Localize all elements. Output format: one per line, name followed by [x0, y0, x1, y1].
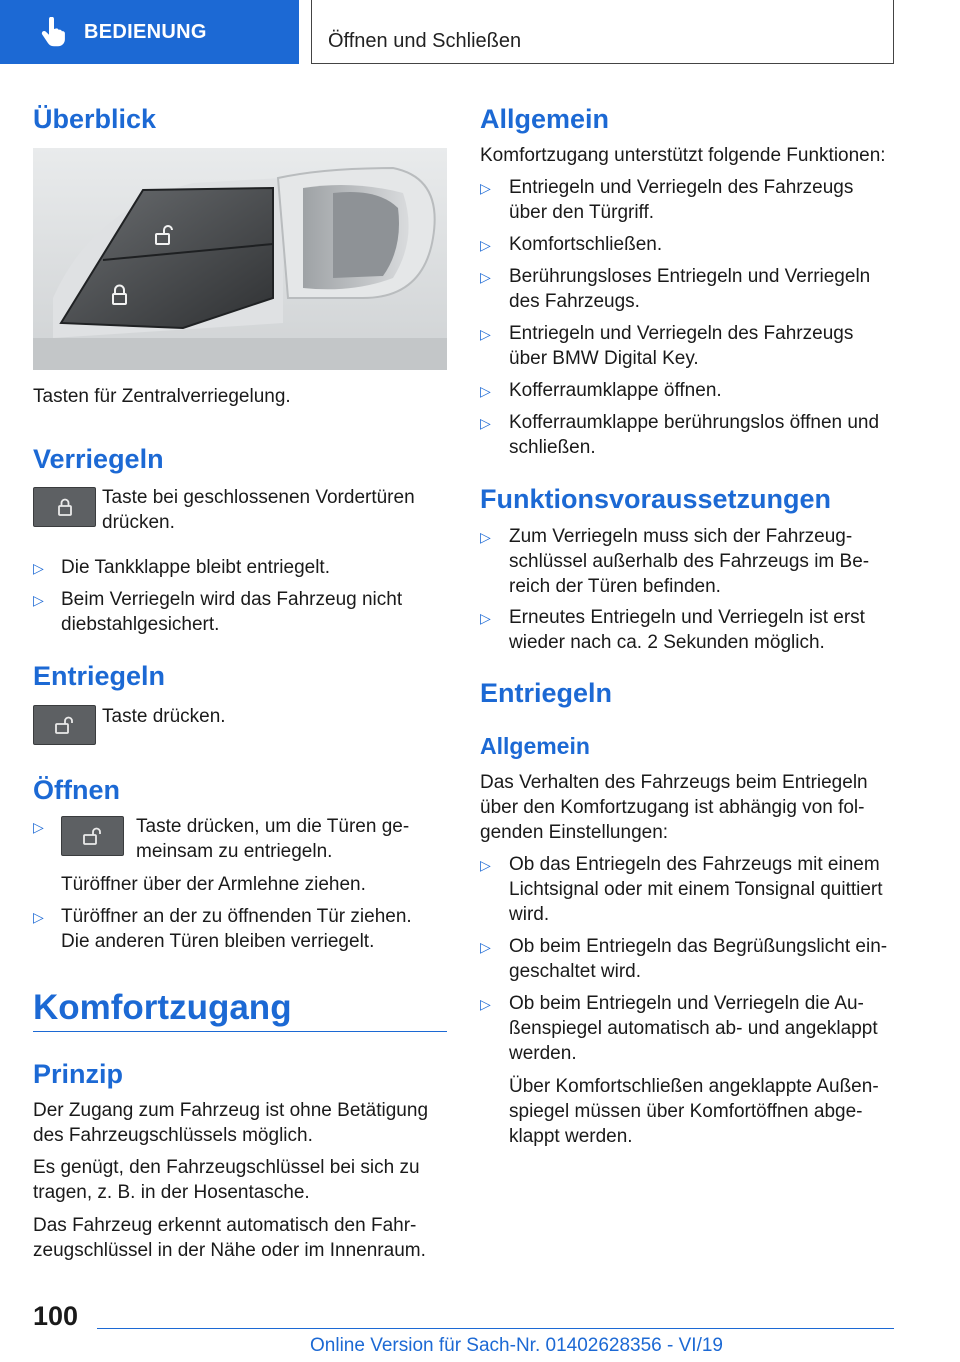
note-line: spiegel müssen über Komfortöffnen abge- — [509, 1101, 863, 1122]
page-number: 100 — [33, 1301, 79, 1331]
bullet-icon: ▷ — [33, 560, 44, 576]
principle-heading: Prinzip — [33, 1059, 124, 1089]
list-item: Zum Verriegeln muss sich der Fahrzeug- — [509, 526, 853, 547]
door-handle-photo — [33, 148, 447, 370]
list-item: geschaltet wird. — [509, 961, 642, 982]
unlock-button-image — [33, 705, 96, 745]
unlock-text: Taste drücken. — [102, 706, 226, 727]
list-item: Entriegeln und Verriegeln des Fahrzeugs — [509, 323, 854, 344]
bullet-icon: ▷ — [480, 939, 491, 955]
paragraph-line: Das Fahrzeug erkennt automatisch den Fahr- — [33, 1215, 417, 1236]
note-line: Über Komfortschließen angeklappte Außen- — [509, 1076, 879, 1097]
list-item: Entriegeln und Verriegeln des Fahrzeugs — [509, 177, 854, 198]
paragraph-line: Es genügt, den Fahrzeugschlüssel bei sich zu — [33, 1157, 420, 1178]
bullet-icon: ▷ — [480, 996, 491, 1012]
list-item: Ob das Entriegeln des Fahrzeugs mit einem — [509, 854, 880, 875]
list-item: Die anderen Türen bleiben verriegelt. — [61, 931, 375, 952]
unlock-icon — [54, 715, 76, 735]
list-item: Kofferraumklappe öffnen. — [509, 380, 722, 401]
list-item: Ob beim Entriegeln und Verriegeln die Au- — [509, 993, 864, 1014]
bullet-icon: ▷ — [33, 819, 44, 835]
unlock-heading: Entriegeln — [33, 661, 166, 691]
general-heading: Allgemein — [480, 104, 610, 134]
bullet-icon: ▷ — [480, 610, 491, 626]
lock-icon — [55, 497, 75, 517]
bullet-icon: ▷ — [480, 857, 491, 873]
unlock-heading: Entriegeln — [480, 678, 613, 708]
bullet-icon: ▷ — [33, 909, 44, 925]
paragraph-line: Das Verhalten des Fahrzeugs beim Entriegeln — [480, 772, 868, 793]
bullet-icon: ▷ — [480, 237, 491, 253]
bullet-icon: ▷ — [480, 415, 491, 431]
bullet-icon: ▷ — [480, 326, 491, 342]
bullet-icon: ▷ — [33, 592, 44, 608]
lock-heading: Verriegeln — [33, 444, 164, 474]
list-item: Erneutes Entriegeln und Verriegeln ist erst — [509, 607, 865, 628]
lock-text-line2: drücken. — [102, 512, 175, 533]
list-item: über BMW Digital Key. — [509, 348, 699, 369]
list-item: meinsam zu entriegeln. — [136, 841, 333, 862]
paragraph-line: genden Einstellungen: — [480, 822, 669, 843]
list-item: Türöffner über der Armlehne ziehen. — [61, 874, 366, 895]
list-item: Die Tankklappe bleibt entriegelt. — [61, 557, 330, 578]
list-item: Komfortschließen. — [509, 234, 663, 255]
hand-pointer-icon — [40, 17, 66, 47]
note-line: klappt werden. — [509, 1126, 633, 1147]
section-tab[interactable] — [0, 0, 299, 64]
requirements-heading: Funktionsvoraussetzungen — [480, 484, 832, 514]
list-item: über den Türgriff. — [509, 202, 655, 223]
list-item: reich der Türen befinden. — [509, 576, 721, 597]
list-item: des Fahrzeugs. — [509, 291, 640, 312]
paragraph-line: tragen, z. B. in der Hosentasche. — [33, 1182, 310, 1203]
online-version-text: Online Version für Sach-Nr. 01402628356 - VI/19 — [310, 1335, 723, 1356]
lock-text-line1: Taste bei geschlossenen Vordertüren — [102, 487, 415, 508]
list-item: ßenspiegel automatisch ab- und angeklappt — [509, 1018, 878, 1039]
list-item: schlüssel außerhalb des Fahrzeugs im Be- — [509, 551, 870, 572]
list-item: Berührungsloses Entriegeln und Verriegeln — [509, 266, 871, 287]
footer-rule — [97, 1328, 894, 1329]
chapter-title: Öffnen und Schließen — [328, 30, 522, 52]
unlock-subheading: Allgemein — [480, 733, 590, 759]
bullet-icon: ▷ — [480, 383, 491, 399]
list-item: Ob beim Entriegeln das Begrüßungslicht ein- — [509, 936, 888, 957]
open-heading: Öffnen — [33, 775, 120, 805]
list-item: diebstahlgesichert. — [61, 614, 220, 635]
paragraph-line: des Fahrzeugschlüssels möglich. — [33, 1125, 313, 1146]
paragraph-line: Der Zugang zum Fahrzeug ist ohne Betätigung — [33, 1100, 429, 1121]
list-item: wird. — [509, 904, 550, 925]
list-item: Beim Verriegeln wird das Fahrzeug nicht — [61, 589, 403, 610]
paragraph-line: zeugschlüssel in der Nähe oder im Innenraum. — [33, 1240, 426, 1261]
unlock-button-image — [61, 816, 124, 856]
chapter-header — [311, 0, 894, 64]
unlock-icon — [82, 826, 104, 846]
photo-caption: Tasten für Zentralverriegelung. — [33, 386, 291, 407]
lock-button-image — [33, 487, 96, 527]
section-rule — [33, 1031, 447, 1032]
bullet-icon: ▷ — [480, 180, 491, 196]
list-item: Taste drücken, um die Türen ge- — [136, 816, 410, 837]
comfort-heading: Komfortzugang — [33, 988, 292, 1027]
list-item: wieder nach ca. 2 Sekunden möglich. — [509, 632, 825, 653]
overview-heading: Überblick — [33, 104, 157, 134]
bullet-icon: ▷ — [480, 269, 491, 285]
list-item: Kofferraumklappe berührungslos öffnen und — [509, 412, 880, 433]
list-item: schließen. — [509, 437, 596, 458]
paragraph-line: über den Komfortzugang ist abhängig von fol- — [480, 797, 865, 818]
general-intro: Komfortzugang unterstützt folgende Funktionen: — [480, 145, 886, 166]
list-item: Lichtsignal oder mit einem Tonsignal quittiert — [509, 879, 883, 900]
bullet-icon: ▷ — [480, 529, 491, 545]
list-item: werden. — [509, 1043, 577, 1064]
section-tab-label: BEDIENUNG — [84, 20, 207, 43]
list-item: Türöffner an der zu öffnenden Tür ziehen. — [61, 906, 412, 927]
